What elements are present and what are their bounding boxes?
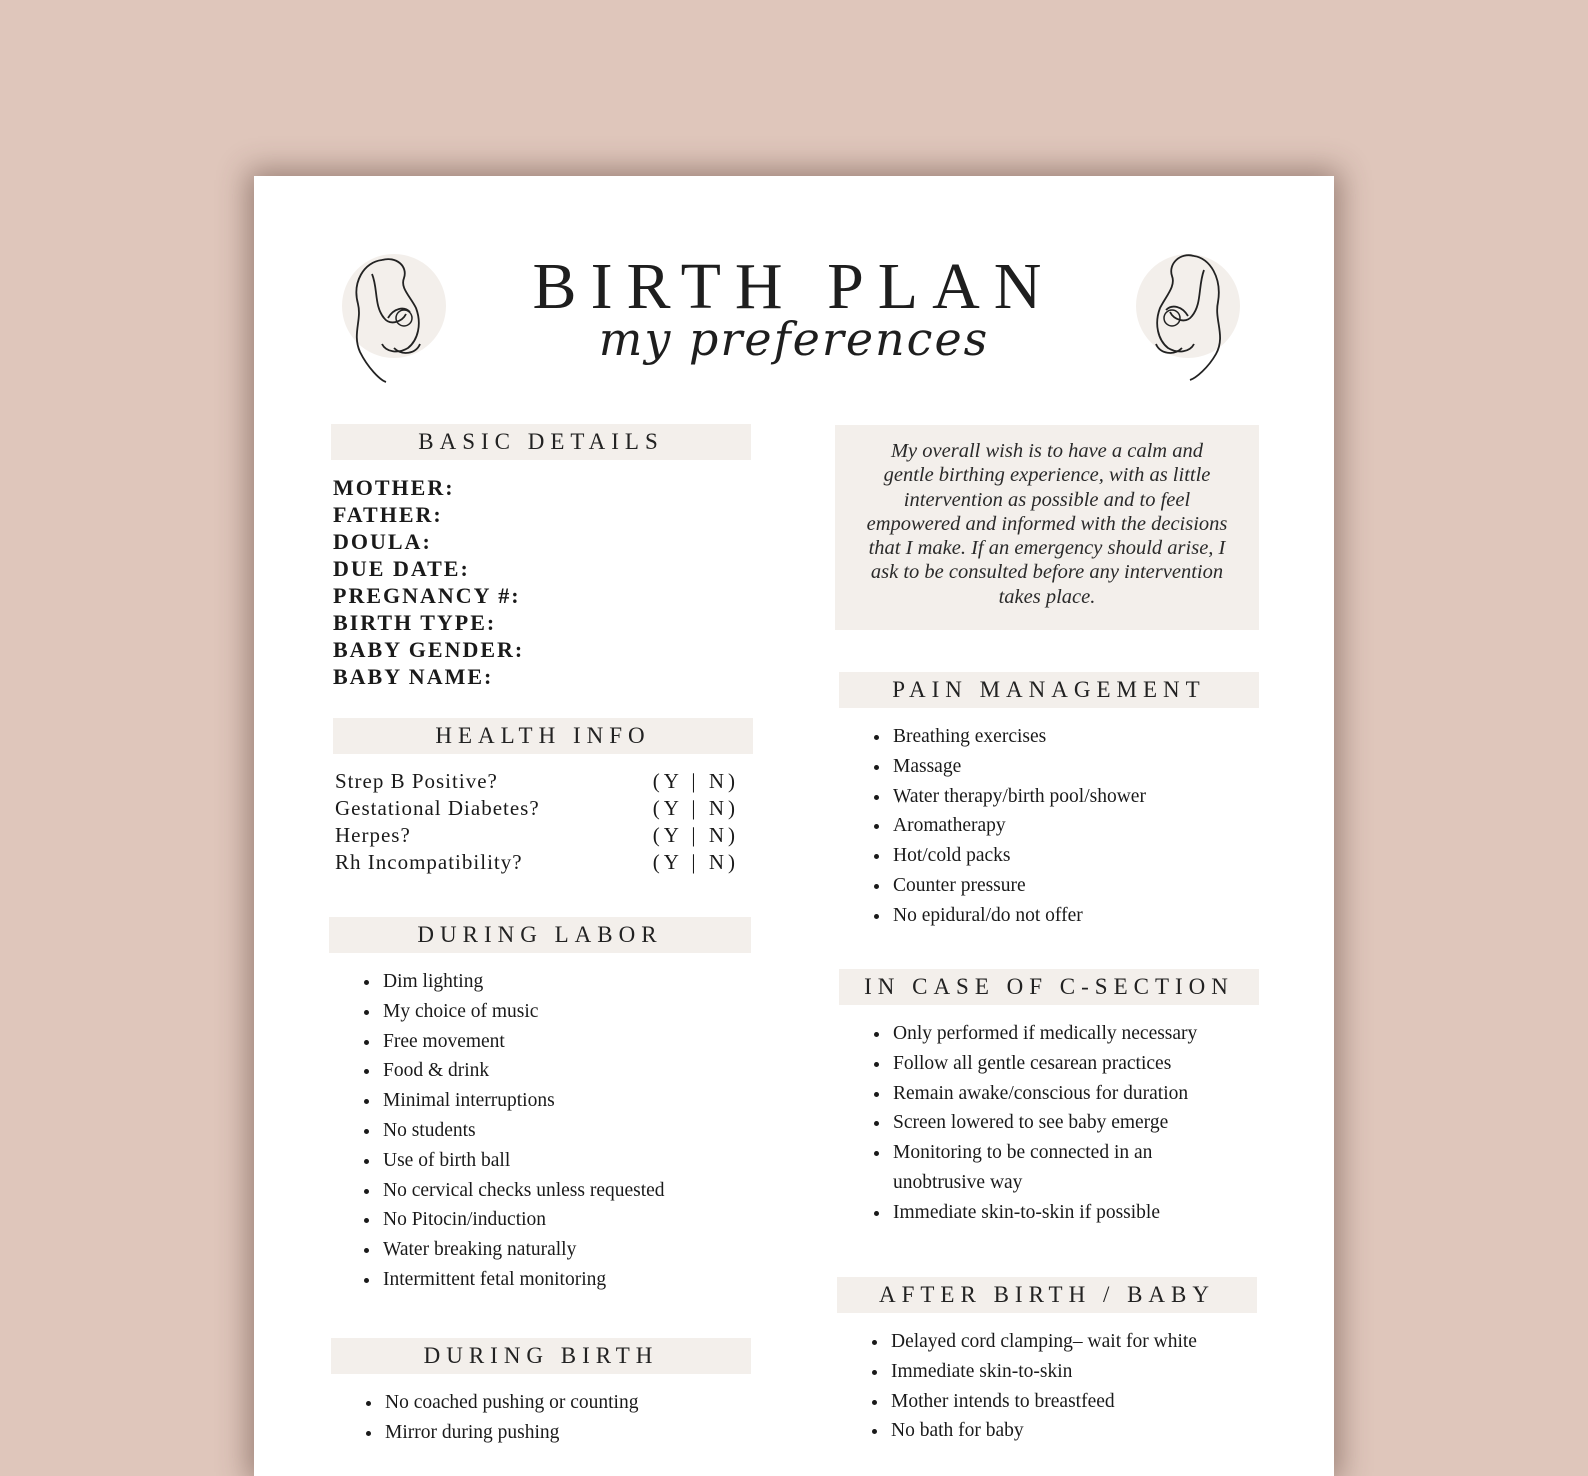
field-label: FATHER: xyxy=(333,502,443,527)
list-item: • Breathing exercises xyxy=(891,722,1259,752)
list-item: • Dim lighting xyxy=(381,967,751,997)
list-item: • Screen lowered to see baby emerge xyxy=(891,1108,1259,1138)
health-question: Strep B Positive? xyxy=(335,769,498,793)
list-item: • Counter pressure xyxy=(891,871,1259,901)
health-row xyxy=(335,849,739,876)
list-item: • Immediate skin-to-skin xyxy=(889,1357,1257,1387)
list-item: • My choice of music xyxy=(381,997,751,1027)
list-item: • Use of birth ball xyxy=(381,1146,751,1176)
field-label: DUE DATE: xyxy=(333,556,470,581)
yes-no-options: (Y | N) xyxy=(652,850,739,874)
list-item: • Immediate skin-to-skin if possible xyxy=(891,1198,1259,1228)
after-birth-section xyxy=(837,1277,1257,1446)
list-item: • Aromatherapy xyxy=(891,811,1259,841)
health-question: Herpes? xyxy=(335,823,411,847)
list-item: • Monitoring to be connected in an unobtrusive way xyxy=(891,1138,1183,1198)
list-item: • No coached pushing or counting xyxy=(383,1388,751,1418)
health-info-list xyxy=(335,768,753,876)
section-heading: HEALTH INFO xyxy=(333,718,753,754)
after-birth-list xyxy=(837,1327,1257,1446)
list-item: • Water breaking naturally xyxy=(381,1235,751,1265)
list-item: • Remain awake/conscious for duration xyxy=(891,1079,1259,1109)
health-question: Gestational Diabetes? xyxy=(335,796,540,820)
list-item: • Hot/cold packs xyxy=(891,841,1259,871)
c-section-list xyxy=(839,1019,1259,1228)
basic-details-section xyxy=(331,424,751,690)
list-item: • No epidural/do not offer xyxy=(891,901,1259,931)
list-item: • Only performed if medically necessary xyxy=(891,1019,1259,1049)
field-label: BABY NAME: xyxy=(333,664,494,689)
field-label: PREGNANCY #: xyxy=(333,583,521,608)
yes-no-options: (Y | N) xyxy=(652,796,739,820)
section-heading: IN CASE OF C-SECTION xyxy=(839,969,1259,1005)
health-info-section xyxy=(333,718,753,876)
health-question: Rh Incompatibility? xyxy=(335,850,523,874)
document-subtitle: my preferences xyxy=(598,312,990,366)
list-item: • Mother intends to breastfeed xyxy=(889,1387,1257,1417)
overall-wish-box xyxy=(835,425,1259,630)
document-title: BIRTH PLAN xyxy=(532,250,1056,323)
list-item: • Delayed cord clamping– wait for white xyxy=(889,1327,1257,1357)
overall-wish-text: My overall wish is to have a calm and gentle birthing experience, with as little intervention as possible and to feel empowered and informed with the decisions that I make. If an emergency should arise, I ask to be consulted before any intervention takes place. xyxy=(835,425,1259,630)
yes-no-options: (Y | N) xyxy=(652,823,739,847)
list-item: • No bath for baby xyxy=(889,1416,1257,1446)
field-label: BIRTH TYPE: xyxy=(333,610,497,635)
field-label: DOULA: xyxy=(333,529,432,554)
list-item: • No Pitocin/induction xyxy=(381,1205,751,1235)
field-label: BABY GENDER: xyxy=(333,637,525,662)
list-item: • No students xyxy=(381,1116,751,1146)
list-item: • Intermittent fetal monitoring xyxy=(381,1265,751,1295)
list-item: • Free movement xyxy=(381,1027,751,1057)
health-row xyxy=(335,822,739,849)
pain-management-section xyxy=(839,672,1259,931)
pain-management-list xyxy=(839,722,1259,931)
section-heading: DURING BIRTH xyxy=(331,1338,751,1374)
during-birth-section xyxy=(331,1338,751,1448)
birth-plan-document xyxy=(254,176,1334,1476)
list-item: • No cervical checks unless requested xyxy=(381,1176,751,1206)
list-item: • Mirror during pushing xyxy=(383,1418,751,1448)
list-item: • Minimal interruptions xyxy=(381,1086,751,1116)
during-labor-section xyxy=(329,917,751,1295)
c-section-section xyxy=(839,969,1259,1228)
health-row xyxy=(335,795,739,822)
list-item: • Food & drink xyxy=(381,1056,751,1086)
section-heading: AFTER BIRTH / BABY xyxy=(837,1277,1257,1313)
section-heading: PAIN MANAGEMENT xyxy=(839,672,1259,708)
list-item: • Water therapy/birth pool/shower xyxy=(891,782,1259,812)
section-heading: BASIC DETAILS xyxy=(331,424,751,460)
during-birth-list xyxy=(331,1388,751,1448)
during-labor-list xyxy=(329,967,751,1295)
health-row xyxy=(335,768,739,795)
list-item: • Follow all gentle cesarean practices xyxy=(891,1049,1259,1079)
field-label: MOTHER: xyxy=(333,475,455,500)
basic-details-fields xyxy=(333,474,751,690)
list-item: • Massage xyxy=(891,752,1259,782)
yes-no-options: (Y | N) xyxy=(652,769,739,793)
section-heading: DURING LABOR xyxy=(329,917,751,953)
